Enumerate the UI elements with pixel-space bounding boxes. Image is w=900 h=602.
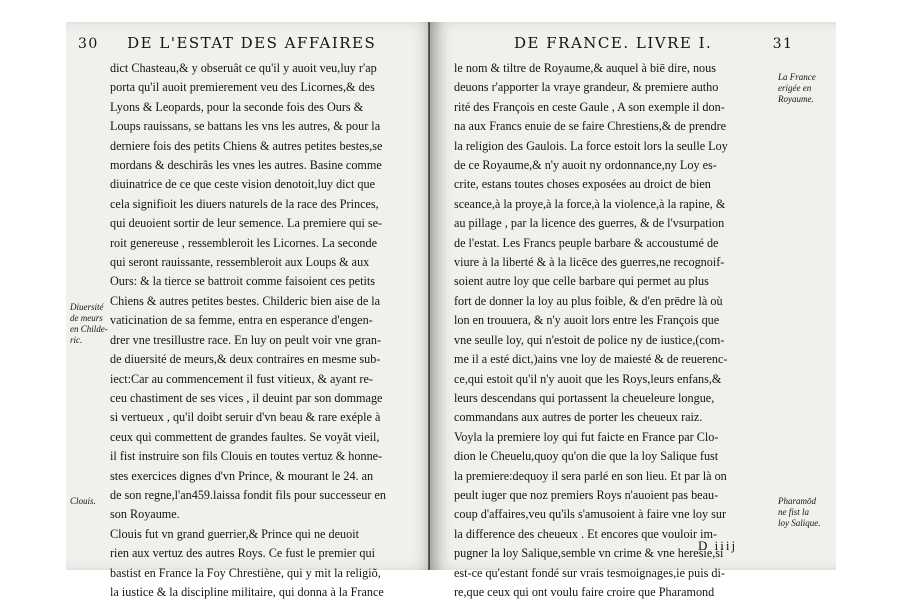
text-line: il fist instruire son fils Clouis en toutes vertuz & honne-	[110, 449, 383, 464]
text-line: rien aux vertuz des autres Roys. Ce fust le premier qui	[110, 546, 376, 561]
text-line: leurs descendans qui portassent la cheueleure longue,	[454, 390, 715, 405]
margin-note-diuersite	[70, 302, 108, 346]
text-line: au pillage , par la licence des guerres, & de l'vsurpation	[454, 216, 725, 231]
text-line: vaticination de sa femme, entra en esperance d'engen-	[110, 313, 373, 328]
text-line: ce,qui estoit qu'il n'y auoit que les Roys,leurs enfans,&	[454, 371, 722, 386]
text-line: la religion des Gaulois. La force estoit lors la seulle Loy	[454, 138, 728, 153]
text-line: vne seulle loy, qui n'estoit de police ny de iustice,(com-	[454, 332, 725, 347]
text-line: cela signifioit les diuers naturels de la race des Princes,	[110, 196, 379, 211]
margin-note-line: de meurs	[70, 313, 103, 323]
margin-note-line: Diuersité	[70, 302, 104, 312]
margin-note-line: Pharamōd	[778, 496, 816, 506]
text-line: me il a esté dict,)ains vne loy de maiesté & de reuerenc-	[454, 352, 728, 367]
text-line: bastist en France la Foy Chrestiène, qui y mit la religiõ,	[110, 565, 381, 580]
margin-note-line: La France	[778, 72, 816, 82]
text-line: Clouis fut vn grand guerrier,& Prince qui ne deuoit	[110, 526, 359, 541]
text-line: qui deuoient sortir de leur semence. La premiere qui se-	[110, 216, 383, 231]
text-line: drer vne tresillustre race. En luy on peult voir vne gran-	[110, 332, 382, 347]
text-line: roit genereuse , ressembleroit les Licornes. La seconde	[110, 235, 378, 250]
text-line: ceu chastiment de ses vices , il deuint par son dommage	[110, 390, 383, 405]
text-line: la difference des cheueux . Et encores que vouloir im-	[454, 526, 718, 541]
text-line: Voyla la premiere loy qui fut faicte en France par Clo-	[454, 429, 719, 444]
margin-note-line: erigée en	[778, 83, 812, 93]
text-line: crite, estans toutes choses exposées au droict de bien	[454, 177, 711, 192]
right-running-head	[514, 34, 793, 52]
left-body-text	[110, 59, 386, 602]
text-line: est-ce qu'estant fondé sur vrais tesmoignages,ie puis di-	[454, 565, 725, 580]
text-line: la iustice & la discipline militaire, qui donna à la France	[110, 584, 384, 599]
text-line: stes exercices dignes d'vn Prince, & mourant le 24. an	[110, 468, 374, 483]
text-line: porta qu'il auoit premierement veu des Licornes,& des	[110, 80, 375, 95]
text-line: mordans & deschirâs les vnes les autres. Basine comme	[110, 158, 382, 173]
left-page	[66, 22, 436, 599]
text-line: de son regne,l'an459.laissa fondit fils pour successeur en	[110, 487, 387, 502]
margin-note-pharamond	[778, 496, 821, 529]
right-body-text	[454, 59, 728, 602]
text-line: derniere fois des petits Chiens & autres petites bestes,se	[110, 138, 383, 153]
margin-note-la-france	[778, 72, 816, 105]
margin-note-line: ric.	[70, 335, 83, 345]
text-line: Chiens & autres petites bestes. Childeric bien aise de la	[110, 293, 381, 308]
text-line: de l'estat. Les Francs peuple barbare & accoustumé de	[454, 235, 719, 250]
right-folio: 31	[772, 36, 794, 52]
right-head-title: DE FRANCE. LIVRE I.	[514, 34, 713, 52]
right-page	[430, 22, 836, 599]
margin-note-line: ne fist la	[778, 507, 809, 517]
text-line: son Royaume.	[110, 507, 180, 522]
text-line: si vertueux , qu'il doibt seruir d'vn beau & rare exéple à	[110, 410, 381, 425]
signature-mark: D iiij	[698, 538, 738, 553]
text-line: rité des François en ceste Gaule , A son exemple il don-	[454, 99, 725, 114]
text-line: le nom & tiltre de Royaume,& auquel à biē dire, nous	[454, 61, 716, 75]
text-line: soient autre loy que celle barbare qui permet au plus	[454, 274, 709, 289]
left-folio: 30	[78, 36, 99, 52]
text-line: pugner la loy Salique,semble vn crime & vne heresie,si	[454, 546, 724, 561]
text-line: lon en trouuera, & n'y auoit lors entre les François que	[454, 313, 720, 328]
margin-note-line: Royaume.	[778, 94, 814, 104]
left-head-title: DE L'ESTAT DES AFFAIRES	[127, 34, 377, 52]
text-line: coup d'affaires,veu qu'ils s'amusoient à faire vne loy sur	[454, 507, 727, 522]
text-line: Lyons & Leopards, pour la seconde fois des Ours &	[110, 99, 364, 114]
text-line: Loups rauissans, se battans les vns les autres, & pour la	[110, 119, 381, 134]
margin-note-line: loy Salique.	[778, 518, 821, 528]
text-line: dict Chasteau,& y obseruât ce qu'il y auoit veu,luy r'ap	[110, 61, 377, 75]
margin-note-line: Clouis.	[70, 496, 96, 506]
text-line: de ce Royaume,& n'y auoit ny ordonnance,ny Loy es-	[454, 158, 717, 173]
text-line: viure à la liberté & à la licēce des guerres,ne recognoif-	[454, 255, 725, 270]
text-line: na aux Francs enuie de se faire Chrestiens,& de prendre	[454, 119, 727, 134]
text-line: deuons r'apporter la vraye grandeur, & premiere autho	[454, 80, 719, 95]
text-line: Ours: & la tierce se battroit comme faisoient ces petits	[110, 274, 375, 289]
text-line: iect:Car au commencement il fust vitieux, & ayant re-	[110, 371, 373, 386]
text-line: fort de donner la loy au plus foible, & d'en prēdre là où	[454, 293, 723, 308]
text-line: de diuersité de meurs,& deux contraires en mesme sub-	[110, 352, 381, 367]
text-line: diuinatrice de ce que ceste vision denotoit,luy dict que	[110, 177, 375, 192]
margin-note-line: en Childe-	[70, 324, 108, 334]
left-running-head	[78, 34, 376, 52]
text-line: qui seront rauissante, ressembleroit aux Loups & aux	[110, 255, 370, 270]
margin-note-clouis	[70, 496, 96, 507]
text-line: la premiere:dequoy il sera parlé en son lieu. Et par là on	[454, 468, 727, 483]
text-line: re,que ceux qui ont voulu faire croire que Pharamond	[454, 584, 715, 599]
text-line: commandans aux autres de porter les cheueux raiz.	[454, 410, 703, 425]
text-line: dion le Cheuelu,quoy qu'on die que la loy Salique fust	[454, 449, 719, 464]
text-line: sceance,à la proye,à la force,à la violence,à la rapine, &	[454, 196, 726, 211]
text-line: ceux qui commettent de grandes faultes. Se voyât vieil,	[110, 429, 380, 444]
text-line: peult iuger que noz premiers Roys n'auoient pas beau-	[454, 487, 719, 502]
book-spread	[66, 22, 836, 599]
